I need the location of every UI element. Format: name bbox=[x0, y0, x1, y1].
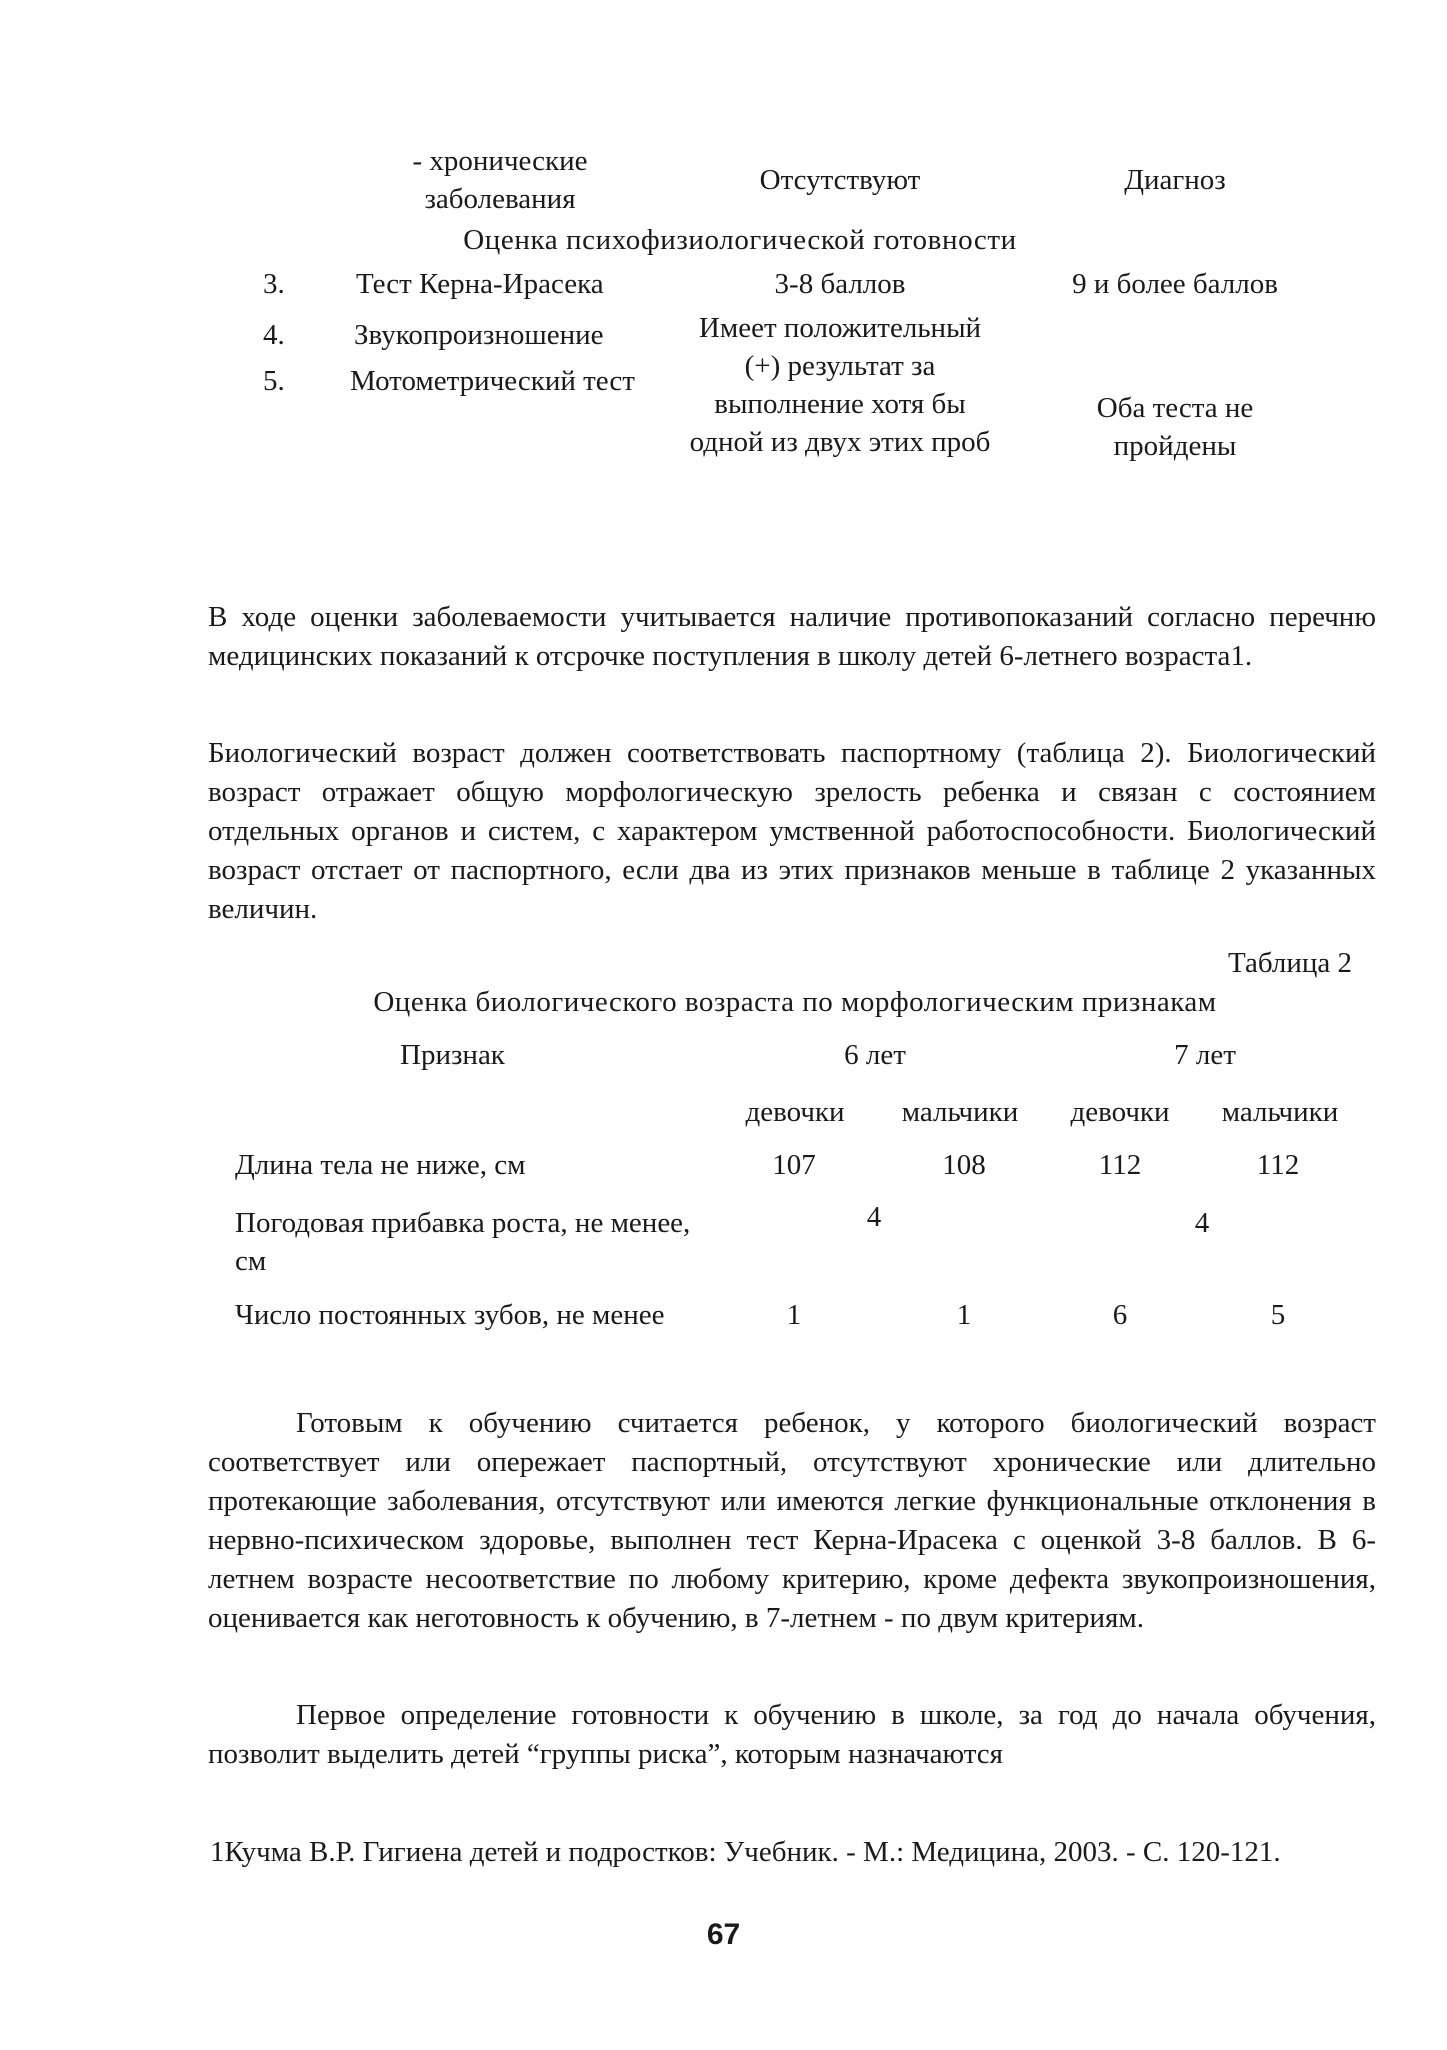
paragraph: Первое определение готовности к обучению в школе, за год до начала обучения, позволит выделить детей “группы риска”, которым назначаются bbox=[208, 1699, 1376, 1770]
chronic-not-ready: Диагноз bbox=[1124, 164, 1226, 196]
paragraph: Готовым к обучению считается ребенок, у которого биологический возраст соответствует или опережает паспортный, отсутствуют хронические или длительно протекающие заболевания, отсутствуют или имеются легкие функциональные отклонения в нервно-психическом здоровье, выполнен тест Керна-Ирасека с оценкой 3-8 баллов. В 6-летнем возрасте несоответствие по любому критерию, кроме дефекта звукопроизношения, оценивается как неготовность к обучению, в 7-летнем - по двум критериям. bbox=[208, 1407, 1376, 1634]
section-title: Оценка психофизиологической готовности bbox=[463, 224, 1017, 256]
paragraph: Биологический возраст должен соответствовать паспортному (таблица 2). Биологический возраст отражает общую морфологическую зрелость ребенка и связан с состоянием отдельных органов и систем, с характером умственной работоспособности. Биологический возраст отстает от паспортного, если два из этих признаков меньше в таблице 2 указанных величин. bbox=[208, 737, 1376, 925]
row-number: 3. bbox=[263, 268, 285, 300]
footnote: 1Кучма В.Р. Гигиена детей и подростков: Учебник. - М.: Медицина, 2003. - С. 120-121. bbox=[210, 1836, 1281, 1868]
chronic-criterion: - хронические заболевания bbox=[412, 145, 588, 215]
page-number: 67 bbox=[706, 1918, 741, 1951]
boys-6-header: мальчики bbox=[901, 1096, 1019, 1128]
girls-7-header: девочки bbox=[1070, 1096, 1170, 1128]
row-criterion: Звукопроизношение bbox=[354, 319, 604, 351]
table-cell: 4 bbox=[866, 1201, 882, 1233]
table-cell: 4 bbox=[1194, 1207, 1210, 1239]
row-ready: 3-8 баллов bbox=[774, 268, 906, 300]
row-number: 5. bbox=[263, 365, 285, 397]
table-cell: 107 bbox=[772, 1149, 816, 1181]
merged-ready: Имеет положительный (+) результат за выполнение хотя бы одной из двух этих проб bbox=[689, 312, 991, 458]
table-cell: 112 bbox=[1256, 1149, 1300, 1181]
age-6-header: 6 лет bbox=[844, 1039, 906, 1071]
row-number: 4. bbox=[263, 319, 285, 351]
row-criterion: Мотометрический тест bbox=[350, 365, 635, 397]
column-header: Признак bbox=[400, 1039, 505, 1071]
table-title: Оценка биологического возраста по морфологическим признакам bbox=[373, 986, 1217, 1018]
table-row-label: Погодовая прибавка роста, не менее, см bbox=[235, 1207, 691, 1277]
merged-not-ready: Оба теста не пройдены bbox=[1096, 392, 1254, 462]
table-row-label: Длина тела не ниже, см bbox=[235, 1149, 526, 1181]
table-cell: 6 bbox=[1112, 1299, 1128, 1331]
table-row-label: Число постоянных зубов, не менее bbox=[235, 1299, 665, 1331]
table-cell: 1 bbox=[956, 1299, 972, 1331]
boys-7-header: мальчики bbox=[1221, 1096, 1339, 1128]
table-cell: 112 bbox=[1098, 1149, 1142, 1181]
table-cell: 1 bbox=[786, 1299, 802, 1331]
table-cell: 108 bbox=[942, 1149, 986, 1181]
paragraph: В ходе оценки заболеваемости учитывается наличие противопоказаний согласно перечню медицинских показаний к отсрочке поступления в школу детей 6-летнего возраста1. bbox=[208, 601, 1376, 672]
girls-6-header: девочки bbox=[745, 1096, 845, 1128]
row-criterion: Тест Керна-Ирасека bbox=[356, 268, 604, 300]
row-not-ready: 9 и более баллов bbox=[1072, 268, 1278, 300]
table-cell: 5 bbox=[1270, 1299, 1286, 1331]
chronic-ready: Отсутствуют bbox=[759, 164, 921, 196]
table-label: Таблица 2 bbox=[1227, 947, 1352, 979]
age-7-header: 7 лет bbox=[1174, 1039, 1236, 1071]
